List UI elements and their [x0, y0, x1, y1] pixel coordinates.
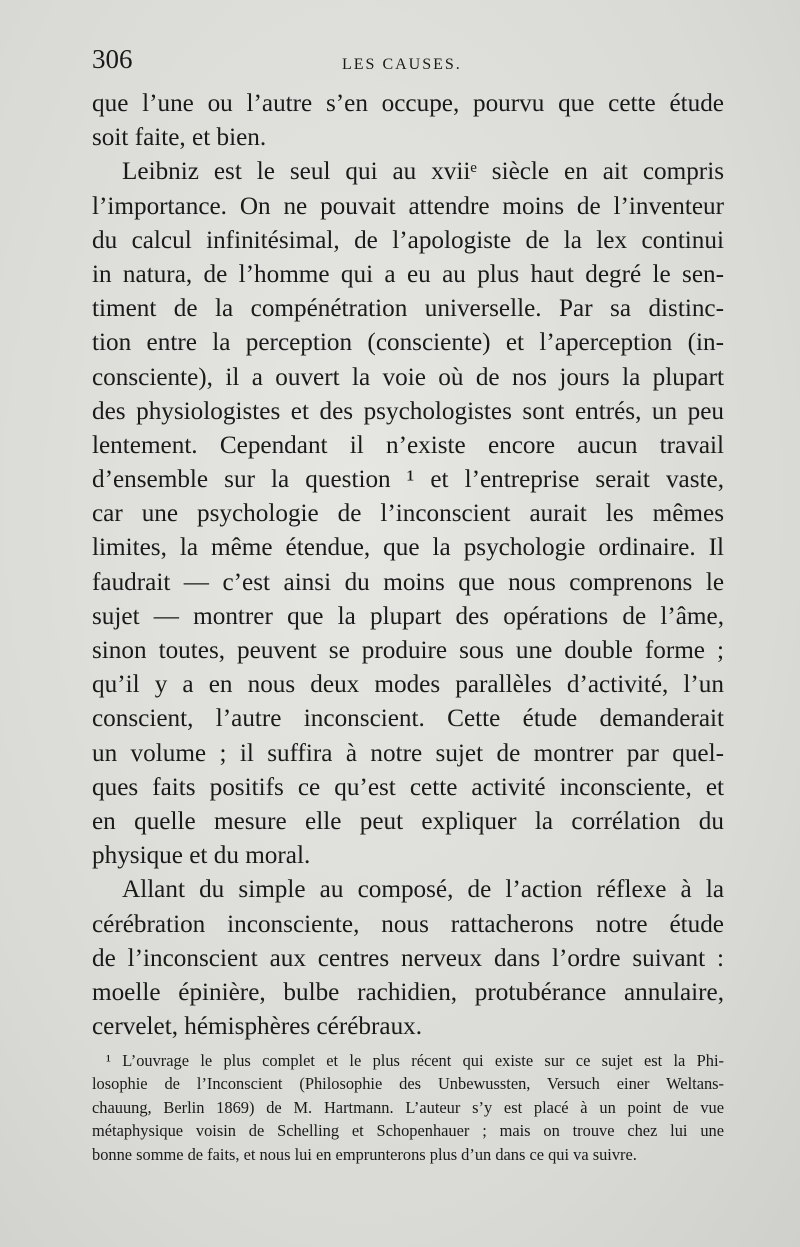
text-line: soit faite, et bien.: [92, 124, 267, 152]
footnote: [92, 1049, 724, 1166]
text-line: cérébration inconsciente, nous rattacherons notre étude: [92, 910, 724, 938]
footnote-line: métaphysique voisin de Schelling et Schopenhauer ; mais on trouve chez lui une: [92, 1121, 724, 1141]
text-line: du calcul infinitésimal, de l’apologiste de la lex continui: [92, 226, 724, 254]
text-line: sujet — montrer que la plupart des opérations de l’âme,: [92, 602, 724, 630]
text-line: timent de la compénétration universelle. Par sa distinc-: [92, 295, 724, 323]
text-line: cervelet, hémisphères cérébraux.: [92, 1013, 423, 1041]
text-line: conscient, l’autre inconscient. Cette étude demanderait: [92, 705, 724, 733]
text-line: in natura, de l’homme qui a eu au plus haut degré le sen-: [92, 260, 724, 288]
footnote-line: losophie de l’Inconscient (Philosophie des Unbewussten, Versuch einer Weltans-: [92, 1074, 724, 1094]
footnote-line: chauung, Berlin 1869) de M. Hartmann. L’auteur s’y est placé à un point de vue: [92, 1097, 724, 1117]
text-line: car une psychologie de l’inconscient aurait les mêmes: [92, 500, 724, 528]
text-line: Allant du simple au composé, de l’action réflexe à la: [122, 876, 724, 904]
body-text: [92, 87, 724, 1044]
text-line: limites, la même étendue, que la psychologie ordinaire. Il: [92, 534, 724, 562]
text-line: Leibniz est le seul qui au xviiᵉ siècle en ait compris: [122, 158, 724, 186]
footnote-line: bonne somme de faits, et nous lui en emprunterons plus d’un dans ce qui va suivre.: [92, 1144, 637, 1164]
text-line: l’importance. On ne pouvait attendre moins de l’inventeur: [92, 192, 724, 220]
text-line: qu’il y a en nous deux modes parallèles d’activité, l’un: [92, 671, 724, 699]
text-line: ques faits positifs ce qu’est cette activité inconsciente, et: [92, 773, 724, 801]
text-line: physique et du moral.: [92, 842, 311, 870]
text-line: lentement. Cependant il n’existe encore aucun travail: [92, 431, 724, 459]
text-line: sinon toutes, peuvent se produire sous une double forme ;: [92, 637, 724, 664]
text-line: un volume ; il suffira à notre sujet de montrer par quel-: [92, 739, 724, 767]
text-line: en quelle mesure elle peut expliquer la corrélation du: [92, 807, 724, 835]
text-line: moelle épinière, bulbe rachidien, protubérance annulaire,: [92, 978, 724, 1006]
text-line: tion entre la perception (consciente) et l’aperception (in-: [92, 329, 724, 357]
page-number: 306: [92, 44, 133, 74]
running-title: LES CAUSES.: [342, 56, 462, 73]
footnote-line: ¹ L’ouvrage le plus complet et le plus récent qui existe sur ce sujet est la Phi-: [106, 1051, 724, 1070]
text-line: des physiologistes et des psychologistes sont entrés, un peu: [92, 397, 724, 425]
text-line: que l’une ou l’autre s’en occupe, pourvu que cette étude: [92, 90, 724, 117]
text-line: d’ensemble sur la question ¹ et l’entreprise serait vaste,: [92, 466, 724, 494]
page-header: [92, 44, 722, 80]
text-line: de l’inconscient aux centres nerveux dans l’ordre suivant :: [92, 944, 724, 972]
text-line: faudrait — c’est ainsi du moins que nous comprenons le: [92, 568, 724, 596]
text-line: consciente), il a ouvert la voie où de nos jours la plupart: [92, 363, 724, 391]
